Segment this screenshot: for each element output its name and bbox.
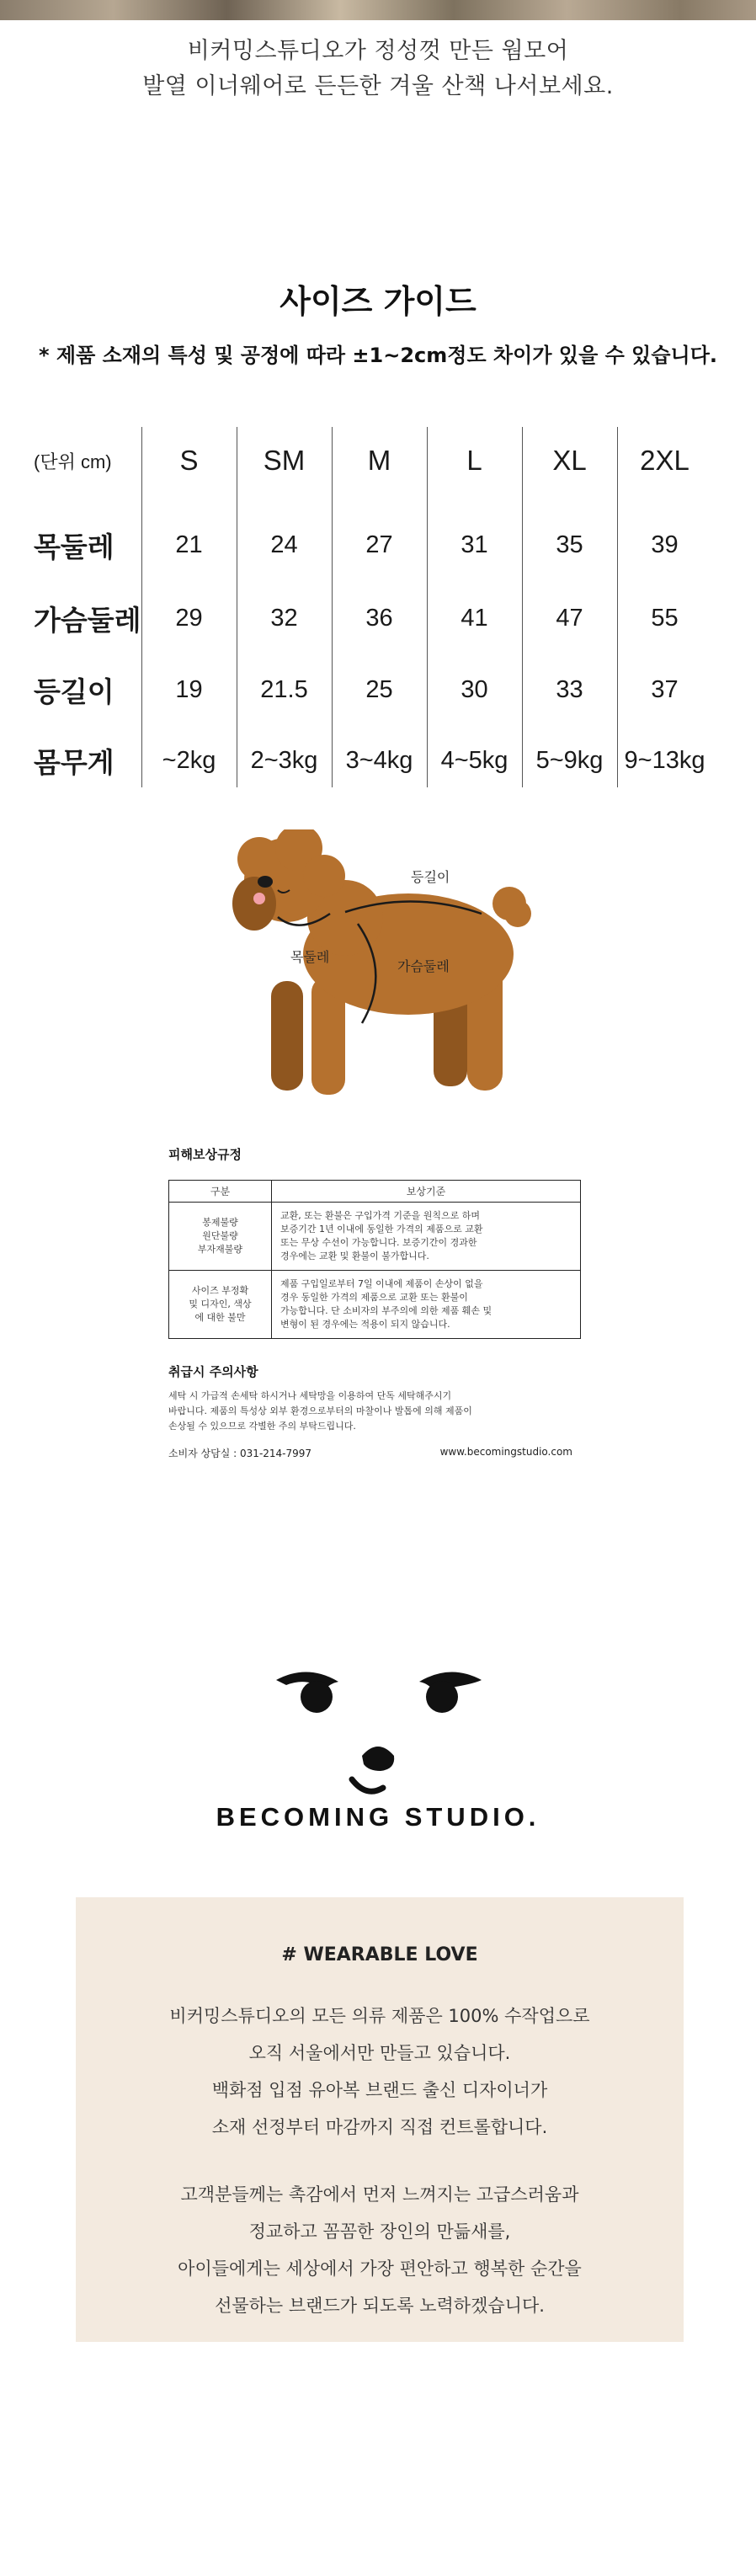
size-value: 41 [461, 604, 488, 632]
contact-info [168, 1446, 572, 1460]
standard-line: 경우에는 교환 및 환불이 불가합니다. [280, 1251, 429, 1261]
size-table [34, 427, 722, 787]
standard-line: 제품 구입일로부터 7일 이내에 제품이 손상이 없을 [280, 1278, 483, 1289]
wearable-line: 비커밍스튜디오의 모든 의류 제품은 100% 수작업으로 [169, 2006, 590, 2026]
standard-line: 보증기간 1년 이내에 동일한 가격의 제품으로 교환 [280, 1224, 483, 1235]
size-value: 3~4kg [345, 746, 413, 774]
intro-text [0, 34, 756, 104]
wearable-line: 아이들에게는 세상에서 가장 편안하고 행복한 순간을 [178, 2259, 582, 2279]
wearable-paragraph-2 [76, 2176, 684, 2324]
row-label: 등길이 [34, 675, 114, 708]
size-header: M [367, 445, 391, 476]
care-title: 취급시 주의사항 [168, 1364, 258, 1379]
category-line: 에 대한 불만 [194, 1312, 246, 1323]
wearable-line: 선물하는 브랜드가 되도록 노력하겠습니다. [215, 2296, 545, 2316]
size-header: 2XL [640, 445, 689, 476]
size-value: 29 [175, 604, 203, 632]
category-cell [169, 1271, 272, 1339]
wearable-line: 고객분들께는 촉감에서 먼저 느껴지는 고급스러움과 [180, 2184, 579, 2205]
size-value: 30 [461, 675, 488, 703]
brand-logo-face [0, 1629, 756, 1832]
intro-line-1: 비커밍스튜디오가 정성껏 만든 웜모어 [187, 38, 569, 64]
size-value: 39 [651, 531, 679, 558]
dog-illustration [232, 829, 531, 1095]
wearable-line: 백화점 입점 유아복 브랜드 출신 디자이너가 [211, 2080, 548, 2100]
category-line: 봉제불량 [202, 1217, 238, 1228]
standard-line: 교환, 또는 환불은 구입가격 기준을 원칙으로 하며 [280, 1210, 480, 1221]
care-line: 바랍니다. 제품의 특성상 외부 환경으로부터의 마찰이나 발톱에 의해 제품이 [168, 1405, 472, 1416]
size-value: ~2kg [162, 746, 216, 774]
nose-mouth-icon [352, 1747, 394, 1791]
dog-measurement-diagram [219, 829, 539, 1107]
size-value: 24 [270, 531, 298, 558]
size-value: 21 [175, 531, 203, 558]
category-line: 사이즈 부정확 [191, 1285, 249, 1296]
category-line: 원단불량 [202, 1230, 238, 1241]
size-value: 35 [556, 531, 583, 558]
wearable-love-box [76, 1897, 684, 2342]
table-header: 보상기준 [272, 1181, 581, 1203]
wearable-line: 정교하고 꼼꼼한 장인의 만듦새를, [248, 2221, 511, 2242]
consumer-phone: 소비자 상담실 : 031-214-7997 [168, 1448, 312, 1459]
care-line: 손상될 수 있으므로 각별한 주의 부탁드립니다. [168, 1421, 356, 1432]
wearable-line: 소재 선정부터 마감까지 직접 컨트롤합니다. [211, 2117, 548, 2137]
size-value: 37 [651, 675, 679, 703]
size-value: 5~9kg [535, 746, 604, 774]
size-value: 27 [365, 531, 393, 558]
table-header: 구분 [169, 1181, 272, 1203]
size-value: 4~5kg [440, 746, 508, 774]
size-header: SM [263, 445, 306, 476]
size-value: 47 [556, 604, 583, 632]
row-label: 가슴둘레 [34, 603, 141, 637]
category-line: 부자재불량 [197, 1244, 243, 1255]
hero-photo-strip [0, 0, 756, 20]
size-value: 21.5 [260, 675, 308, 703]
standard-line: 가능합니다. 단 소비자의 부주의에 의한 제품 훼손 및 [280, 1305, 492, 1316]
table-row [169, 1203, 581, 1271]
size-value: 9~13kg [624, 746, 705, 774]
size-header: L [466, 445, 482, 476]
wearable-line: 오직 서울에서만 만들고 있습니다. [248, 2043, 511, 2063]
table-row [169, 1271, 581, 1339]
chest-label: 가슴둘레 [397, 958, 450, 974]
size-value: 55 [651, 604, 679, 632]
compensation-section [168, 1145, 589, 1460]
left-eye-icon [276, 1672, 338, 1713]
website-link[interactable]: www.becomingstudio.com [439, 1446, 572, 1458]
wearable-title: # WEARABLE LOVE [281, 1944, 478, 1965]
size-value: 31 [461, 531, 488, 558]
standard-cell [272, 1271, 581, 1339]
brand-logo-text: BECOMING STUDIO. [216, 1802, 540, 1832]
size-value: 32 [270, 604, 298, 632]
category-cell [169, 1203, 272, 1271]
compensation-table [168, 1180, 581, 1339]
size-guide-note: * 제품 소재의 특성 및 공정에 따라 ±1~2cm정도 차이가 있을 수 있습니다. [38, 344, 718, 367]
right-eye-icon [419, 1672, 482, 1713]
wearable-paragraph-1 [76, 1997, 684, 2146]
care-line: 세탁 시 가급적 손세탁 하시거나 세탁망을 이용하여 단독 세탁해주시기 [168, 1390, 452, 1401]
standard-line: 변형이 된 경우에는 적용이 되지 않습니다. [280, 1319, 450, 1330]
compensation-title: 피해보상규정 [168, 1147, 242, 1162]
intro-line-2: 발열 이너웨어로 든든한 겨울 산책 나서보세요. [142, 73, 614, 99]
size-value: 36 [365, 604, 393, 632]
standard-cell [272, 1203, 581, 1271]
size-header: S [179, 445, 199, 476]
neck-label: 목둘레 [290, 949, 330, 965]
back-length-label: 등길이 [411, 869, 450, 885]
category-line: 및 디자인, 색상 [189, 1299, 252, 1309]
size-value: 2~3kg [250, 746, 318, 774]
row-label: 몸무게 [34, 745, 114, 779]
standard-line: 경우 동일한 가격의 제품으로 교환 또는 환불이 [280, 1292, 468, 1303]
care-text [168, 1389, 589, 1434]
row-label: 목둘레 [34, 530, 114, 563]
size-guide-title: 사이즈 가이드 [280, 283, 476, 320]
standard-line: 또는 무상 수선이 가능합니다. 보증기간이 경과한 [280, 1237, 477, 1248]
size-value: 33 [556, 675, 583, 703]
unit-label: (단위 cm) [34, 451, 112, 472]
size-value: 25 [365, 675, 393, 703]
size-header: XL [552, 445, 587, 476]
size-value: 19 [175, 675, 203, 703]
